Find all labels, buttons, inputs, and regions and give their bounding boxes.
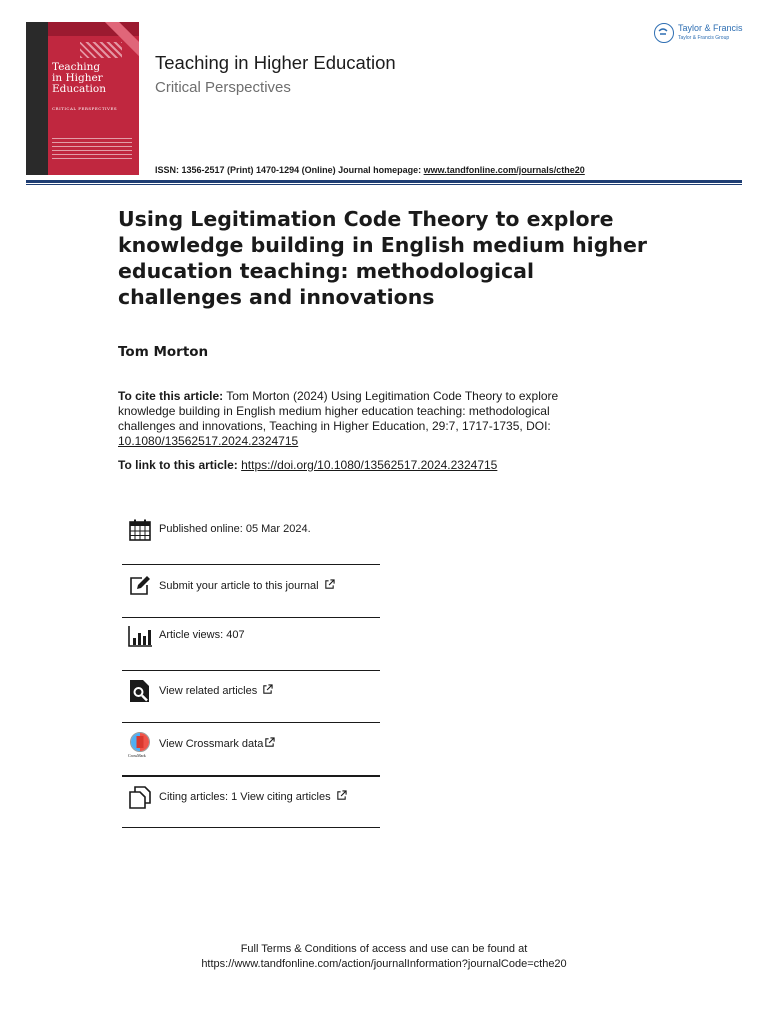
header-rule — [26, 180, 742, 183]
cover-subtitle: CRITICAL PERSPECTIVES — [52, 106, 118, 111]
issn-line — [155, 165, 585, 175]
search-document-icon — [128, 679, 152, 703]
cite-text: Tom Morton (2024) Using Legitimation Code Theory to explore knowledge building in English medium higher education teaching: methodological challenges and innovations, Teaching in Higher Education, 29:7, 1717-1735, DOI: — [118, 389, 559, 433]
footer-terms-link[interactable]: https://www.tandfonline.com/action/journalInformation?journalCode=cthe20 — [201, 958, 567, 970]
related-row[interactable] — [122, 667, 380, 719]
bar-chart-icon — [128, 624, 152, 648]
link-label: To link to this article: — [118, 458, 242, 472]
header-rule-thin — [26, 184, 742, 185]
crossmark-link[interactable]: View Crossmark data — [159, 737, 275, 750]
article-title: Using Legitimation Code Theory to explore knowledge building in English medium higher education teaching: methodological challenges and innovations — [118, 207, 647, 309]
footer — [0, 942, 768, 972]
citing-row[interactable] — [122, 773, 380, 825]
journal-title: Teaching in Higher Education — [155, 52, 396, 73]
external-link-icon — [336, 790, 347, 801]
crossmark-badge-label: CrossMark — [128, 753, 146, 758]
divider — [122, 827, 380, 828]
external-link-icon — [262, 684, 273, 695]
article-link-line — [118, 458, 497, 472]
citation-block — [118, 389, 596, 449]
journal-subtitle: Critical Perspectives — [155, 79, 291, 96]
article-doi-link[interactable]: https://doi.org/10.1080/13562517.2024.2324715 — [241, 458, 498, 472]
citing-articles-link[interactable]: Citing articles: 1 View citing articles — [159, 790, 347, 803]
submit-article-link[interactable]: Submit your article to this journal — [159, 579, 335, 592]
cite-doi-link[interactable]: 10.1080/13562517.2024.2324715 — [118, 434, 299, 448]
journal-homepage-link[interactable]: www.tandfonline.com/journals/cthe20 — [423, 165, 585, 175]
publisher-logo[interactable] — [654, 22, 746, 46]
footer-terms-text: Full Terms & Conditions of access and use can be found at — [240, 943, 528, 955]
cover-title: Teaching in Higher Education — [52, 61, 106, 95]
publisher-group: Taylor & Francis Group — [678, 35, 730, 41]
published-row — [122, 506, 380, 558]
crossmark-row[interactable] — [122, 720, 380, 772]
external-link-icon — [264, 737, 275, 748]
submit-row[interactable] — [122, 562, 380, 614]
published-date: Published online: 05 Mar 2024. — [159, 523, 311, 535]
views-row — [122, 612, 380, 664]
calendar-icon — [128, 518, 152, 542]
citation-icon — [128, 785, 152, 809]
issn-text: ISSN: 1356-2517 (Print) 1470-1294 (Online) Journal homepage: — [155, 165, 424, 175]
author-name: Tom Morton — [118, 344, 209, 360]
cite-label: To cite this article: — [118, 389, 224, 403]
publisher-name: Taylor & Francis — [678, 23, 743, 33]
publisher-logo-icon — [654, 23, 674, 43]
edit-icon — [128, 574, 152, 598]
article-views: Article views: 407 — [159, 629, 245, 641]
journal-cover-image — [26, 22, 139, 175]
related-articles-link[interactable]: View related articles — [159, 684, 273, 697]
external-link-icon — [324, 579, 335, 590]
